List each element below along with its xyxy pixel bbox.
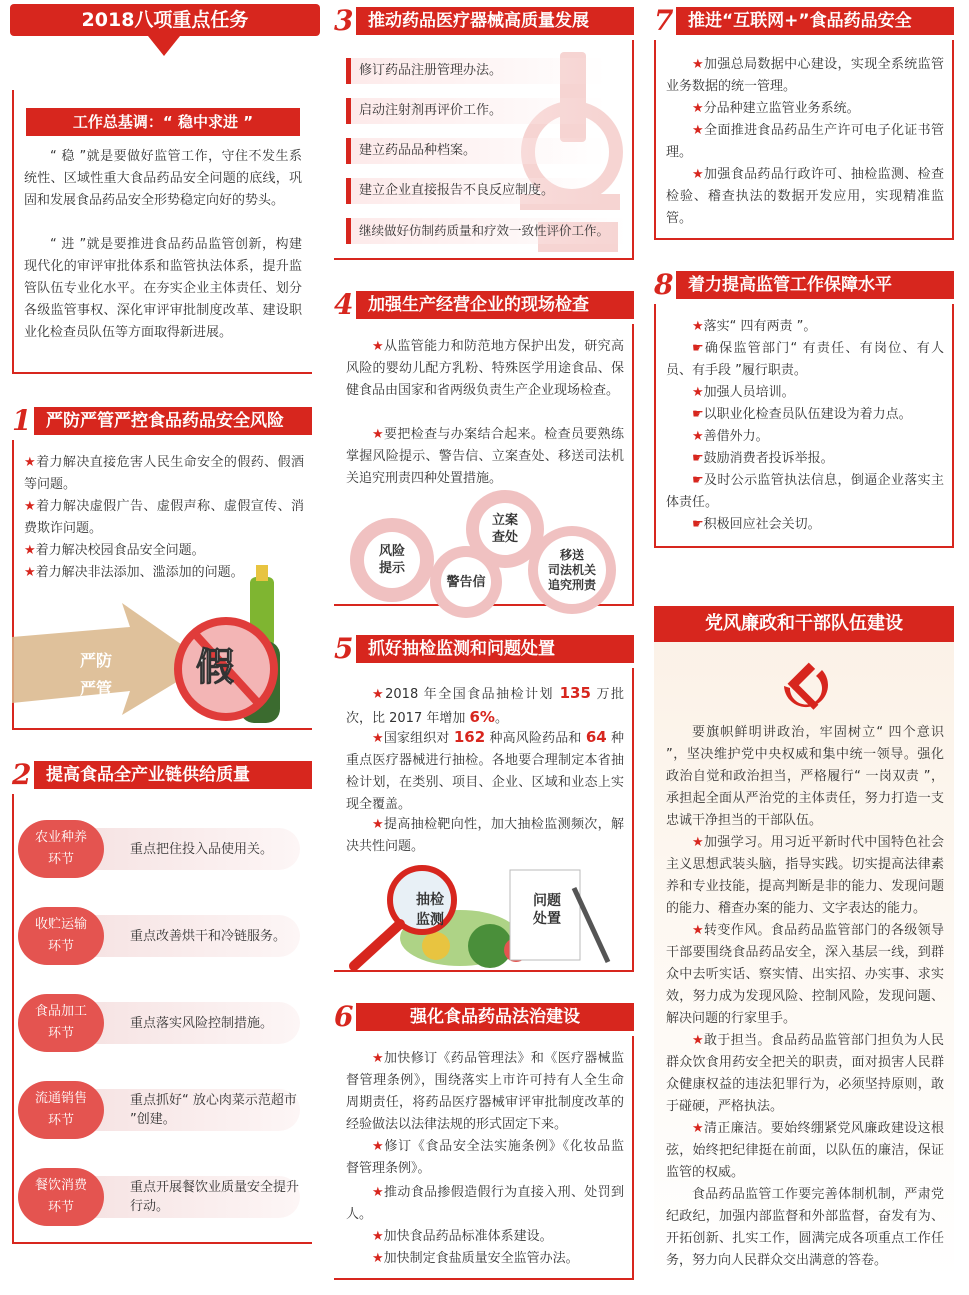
section-8-line: ★加强人员培训。 [692,385,795,400]
basic-tone-paragraph: “ 进 ”就是要推进食品药品监管创新，构建现代化的审评审批体系和监管执法体系，提升监管队伍专业化水平。在夯实企业主体责任、划分各级监管事权、深化审评审批制度改革、建设职业化检查员队伍等方面取得新进展。 [24,237,302,340]
section-5-paragraph: ★提高抽检靶向性，加大抽检监测频次，解决共性问题。 [346,817,624,854]
section-7-item: ★全面推进食品药品生产许可电子化证书管理。 [666,123,944,160]
chain-text: 重点把住投入品使用关。 [130,841,274,857]
section-number: 6 [334,1000,354,1033]
section-8-line: ★善借外力。 [692,429,769,444]
chain-stage: 食品加工 [34,1004,87,1019]
section-7-item: ★加强食品药品行政许可、抽检监测、检查检验、稽查执法的数据开发应用，实现精准监管。 [666,167,944,226]
section-7-item: ★加强总局数据中心建设，实现全系统监管业务数据的统一管理。 [666,57,944,94]
party-paragraph: ★清正廉洁。要始终绷紧党风廉政建设这根弦，始终把纪律挺在前面，以队伍的廉洁，保证监管的权威。 [666,1121,944,1180]
chain-stage: 流通销售 [34,1091,87,1106]
chain-row: 餐饮消费 环节 重点开展餐饮业质量安全提升行动。 [18,1168,300,1226]
section-number: 4 [334,288,354,321]
section-5-paragraph: ★国家组织对 162 种高风险药品和 64 种重点医疗器械进行抽检。各地要合理制定本省抽检计划，在类别、项目、企业、区域和业态上实现全覆盖。 [346,728,625,812]
chain-text: 重点抓好“ 放心肉菜示范超市 ”创建。 [130,1093,297,1127]
pointing-hand-icon: ☛ [692,451,704,466]
section-3-item: 启动注射剂再评价工作。 [346,98,606,124]
section-title: 推动药品医疗器械高质量发展 [356,7,634,35]
party-paragraph: ★加强学习。用习近平新时代中国特色社会主义思想武装头脑，指导实践。切实提高法律素养和专业技能，提高判断是非的能力、发现问题的能力、稽查办案的能力、文字表达的能力。 [666,835,944,916]
star-icon: ★ [24,455,37,470]
section-1-item: ★着力解决校园食品安全问题。 [24,543,205,558]
main-header-pointer [148,36,180,56]
section-1-item: ★着力解决直接危害人民生命安全的假药、假酒等问题。 [24,455,304,492]
star-icon: ★ [692,57,705,72]
section-8-header [654,270,954,300]
section-title: 抓好抽检监测和问题处置 [356,635,634,663]
star-icon: ★ [372,687,386,702]
arrow-word: 严控 [80,705,113,724]
star-icon: ★ [372,731,384,746]
star-icon: ★ [372,1185,385,1200]
gear-label: 警告信 [441,557,491,607]
section-number: 8 [654,268,674,301]
star-icon: ★ [372,1139,385,1154]
basic-tone-paragraph: “ 稳 ”就是要做好监管工作，守住不发生系统性、区域性重大食品药品安全问题的底线，巩固和发展食品药品安全形势稳定向好的势头。 [24,149,302,208]
section-1-item: ★着力解决虚假广告、虚假声称、虚假宣传、消费欺诈问题。 [24,499,304,536]
section-5-header [334,634,634,664]
section-6-item: ★加快食品药品标准体系建设。 [372,1229,553,1244]
section-7-header [654,6,954,36]
chain-stage: 餐饮消费 [34,1178,87,1193]
star-icon: ★ [692,167,705,182]
chain-text: 重点落实风险控制措施。 [130,1015,274,1031]
chain-row: 食品加工 环节 重点落实风险控制措施。 [18,994,300,1052]
arrow-word: 严防 [80,651,113,670]
star-icon: ★ [24,565,36,580]
gear-icon [528,526,616,614]
section-3-header [334,6,634,36]
section-6-item: ★加快制定食盐质量安全监管办法。 [372,1251,579,1266]
section-title: 着力提高监管工作保障水平 [676,271,954,299]
party-paragraph: 要旗帜鲜明讲政治，牢固树立“ 四个意识 ”，坚决维护党中央权威和集中统一领导。强化政治自觉和政治担当，严格履行“ 一岗双责 ”，承担起全面从严治党的主体责任，努力打造一支忠诚干净担当的干部队伍。 [666,725,944,828]
chain-row: 流通销售 环节 重点抓好“ 放心肉菜示范超市 ”创建。 [18,1081,300,1139]
pointing-hand-icon: ☛ [692,341,704,356]
section-1-header [12,406,312,436]
section-title: 提高食品全产业链供给质量 [34,761,312,789]
chain-text: 重点改善烘干和冷链服务。 [130,928,287,944]
gear-icon [350,518,434,602]
main-header-title: 2018八项重点任务 [81,9,249,31]
inspection-illustration [340,864,630,972]
star-icon: ★ [372,1229,384,1244]
star-icon: ★ [692,123,705,138]
inspection-badge: 抽检 监测 [416,892,444,928]
anti-fake-illustration [12,565,312,730]
section-6-header [334,1002,634,1032]
section-8-line: ☛积极回应社会关切。 [692,517,821,532]
chain-stage: 农业种养 [34,830,87,845]
section-8-line: ☛及时公示监管执法信息，倒逼企业落实主体责任。 [666,473,944,510]
section-number: 2 [12,758,32,791]
star-icon: ★ [24,543,36,558]
star-icon: ★ [692,101,704,116]
basic-tone-title: 工作总基调：“ 稳中求进 ” [72,113,254,131]
section-6-item: ★推动食品掺假造假行为直接入刑、处罚到人。 [346,1185,624,1222]
star-icon: ★ [24,499,37,514]
star-icon: ★ [372,1051,385,1066]
star-icon: ★ [372,427,385,442]
star-icon: ★ [692,1033,705,1048]
gear-label: 移送 司法机关 追究刑责 [538,536,606,604]
party-paragraph: 食品药品监管工作要完善体制机制，严肃党纪政纪，加强内部监督和外部监督，奋发有为、开拓创新、扎实工作，圆满完成各项重点工作任务，努力向人民群众交出满意的答卷。 [666,1187,944,1268]
chain-row: 收贮运输 环节 重点改善烘干和冷链服务。 [18,907,300,965]
section-number: 5 [334,632,354,665]
section-5-paragraph: ★2018 年全国食品抽检计划 135 万批次，比 2017 年增加 6%。 [346,684,624,726]
star-icon: ★ [372,339,385,354]
section-3-item: 修订药品注册管理办法。 [346,58,606,84]
section-3-item: 建立药品品种档案。 [346,138,606,164]
star-icon: ★ [372,1251,384,1266]
fake-char: 假 [196,645,235,689]
chain-row: 农业种养 环节 重点把住投入品使用关。 [18,820,300,878]
gear-label: 风险 提示 [364,532,420,588]
section-number: 3 [334,4,354,37]
section-8-line: ☛确保监管部门“ 有责任、有岗位、有人员、有手段 ”履行职责。 [666,341,944,378]
star-icon: ★ [692,923,705,938]
section-6-item: ★加快修订《药品管理法》和《医疗器械监督管理条例》，围绕落实上市许可持有人全生命周期责任，将药品医疗器械审评审批制度改革的经验做法以法律法规的形式固定下来。 [346,1051,624,1132]
section-3-item: 建立企业直接报告不良反应制度。 [346,178,606,204]
arrow-word: 严管 [80,679,113,698]
chain-text: 重点开展餐饮业质量安全提升行动。 [130,1180,300,1214]
star-icon: ★ [692,429,704,444]
section-1-item: ★着力解决非法添加、滥添加的问题。 [24,565,244,580]
star-icon: ★ [692,1121,705,1136]
star-icon: ★ [692,385,704,400]
section-number: 7 [654,4,674,37]
section-8-line: ☛鼓励消费者投诉举报。 [692,451,834,466]
pointing-hand-icon: ☛ [692,517,704,532]
section-7-item: ★分品种建立监管业务系统。 [692,101,860,116]
party-paragraph: ★敢于担当。食品药品监管部门担负为人民群众饮食用药安全把关的职责，面对损害人民群众健康权益的违法犯罪行为，必须坚持原则，敢于碰硬，严格执法。 [666,1033,944,1114]
pointing-hand-icon: ☛ [692,407,704,422]
star-icon: ★ [692,835,705,850]
section-8-line: ★落实“ 四有两责 ”。 [692,319,817,334]
star-icon: ★ [692,319,704,334]
section-3-item: 继续做好仿制药质量和疗效一致性评价工作。 [346,218,628,244]
section-6-item: ★修订《食品安全法实施条例》《化妆品监督管理条例》。 [346,1139,624,1176]
gear-label: 立案 查处 [479,503,531,555]
section-title: 推进“互联网+”食品药品安全 [676,7,954,35]
hammer-sickle-icon [772,656,836,720]
party-title: 党风廉政和干部队伍建设 [705,613,903,634]
section-4-header [334,290,634,320]
party-paragraph: ★转变作风。食品药品监管部门的各级领导干部要围绕食品药品安全，深入基层一线，到群众中去听实话、察实情、出实招、办实事、求实效，努力成为发现风险、控制风险，发现问题、解决问题的行家里手。 [666,923,944,1026]
section-title: 强化食品药品法治建设 [356,1003,634,1031]
section-8-line: ☛以职业化检查员队伍建设为着力点。 [692,407,912,422]
section-4-paragraph: ★要把检查与办案结合起来。检查员要熟练掌握风险提示、警告信、立案查处、移送司法机关追究刑责四种处置措施。 [346,427,624,486]
section-4-paragraph: ★从监管能力和防范地方保护出发，研究高风险的婴幼儿配方乳粉、特殊医学用途食品、保健食品由国家和省两级负责生产企业现场检查。 [346,339,624,398]
pointing-hand-icon: ☛ [692,473,704,488]
section-title: 加强生产经营企业的现场检查 [356,291,634,319]
section-number: 1 [12,404,32,437]
problem-badge: 问题 处置 [533,893,561,927]
section-title: 严防严管严控食品药品安全风险 [34,407,312,435]
chain-stage: 收贮运输 [34,917,87,932]
section-2-header [12,760,312,790]
star-icon: ★ [372,817,385,832]
